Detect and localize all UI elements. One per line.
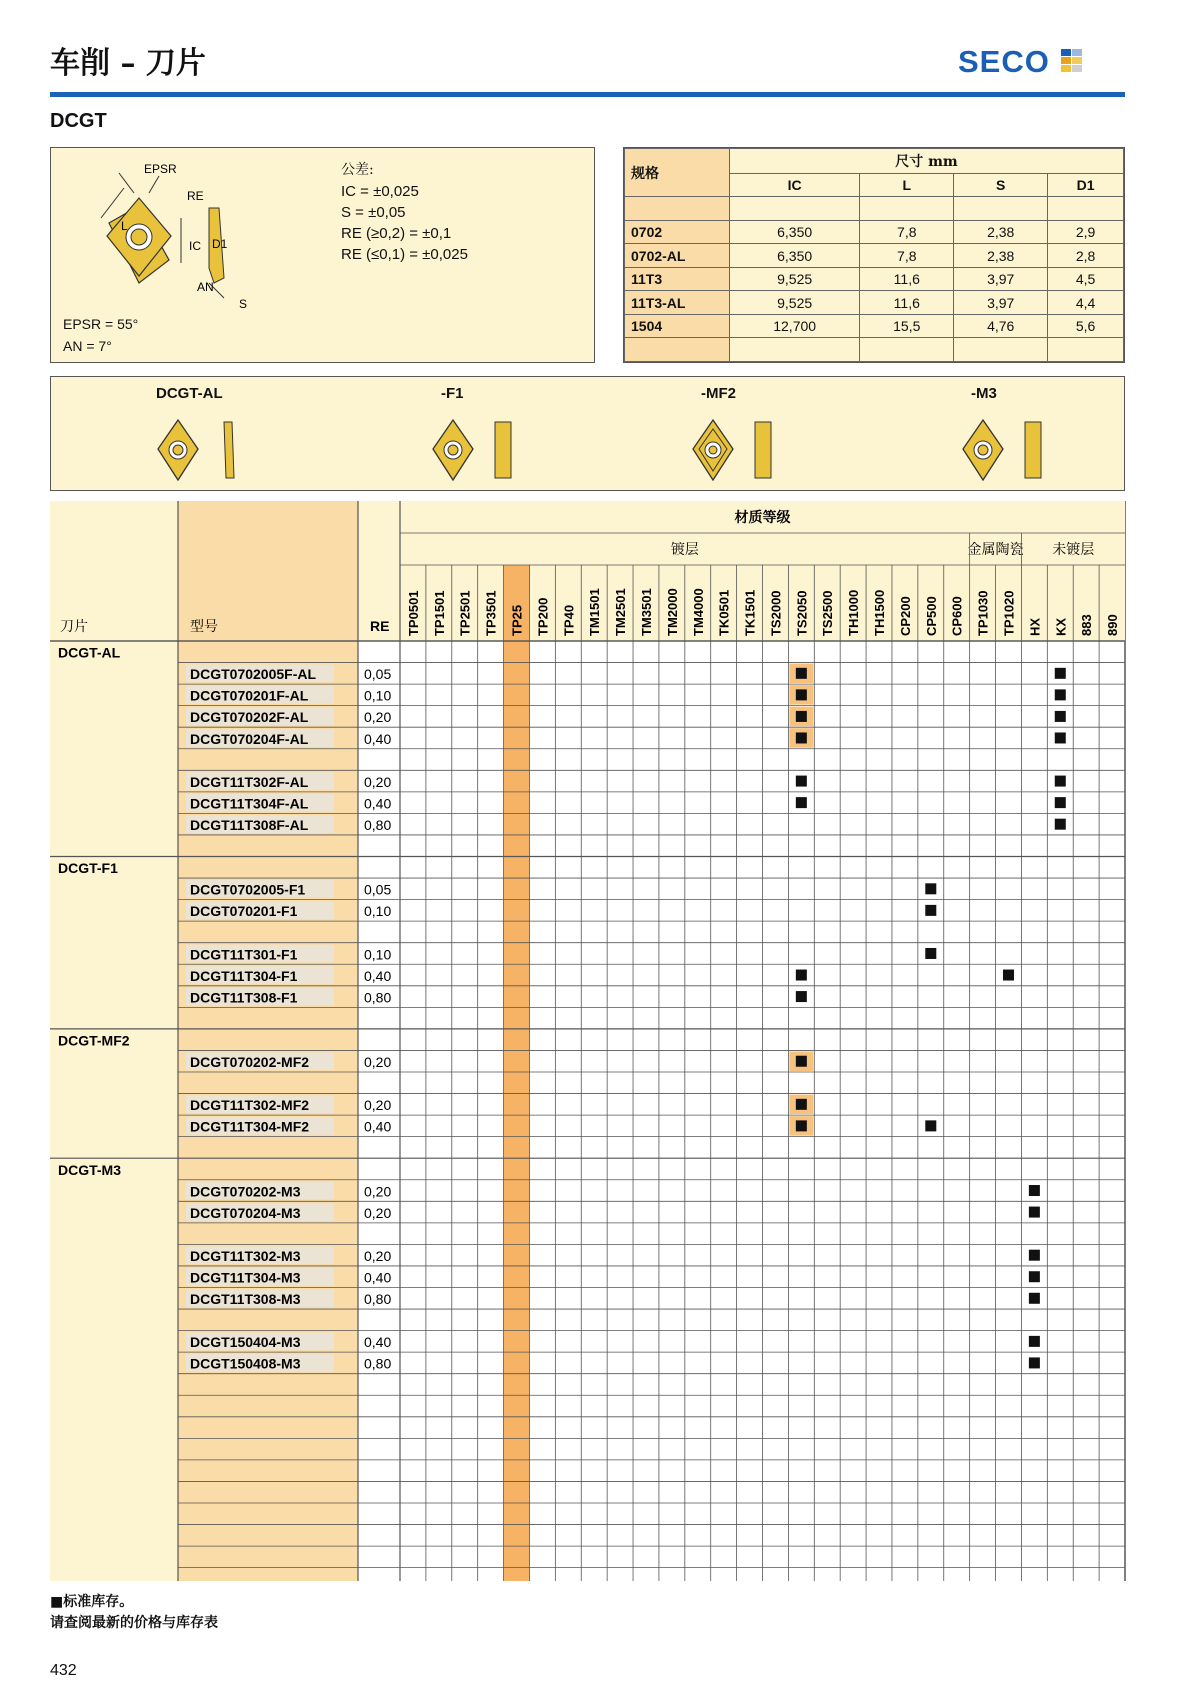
- insert-m3-icon: [941, 412, 1051, 487]
- grade-label-tm3501: TM3501: [638, 588, 654, 636]
- grade-label-tm4000: TM4000: [690, 588, 706, 636]
- stock-mark: [1029, 1185, 1040, 1196]
- re-value: 0,80: [364, 1355, 392, 1372]
- table-row: 1504 12,700 15,5 4,76 5,6: [625, 314, 1124, 338]
- uncoated-group-header: 未镀层: [1052, 541, 1095, 557]
- model-code: DCGT11T308F-AL: [190, 816, 309, 833]
- grade-label-883: 883: [1079, 614, 1095, 636]
- svg-text:EPSR: EPSR: [144, 162, 177, 176]
- re-value: 0,10: [364, 903, 392, 920]
- svg-text:S: S: [239, 297, 248, 311]
- stock-note: 请查阅最新的价格与库存表: [50, 1615, 218, 1631]
- group-label: DCGT-MF2: [58, 1032, 130, 1049]
- grade-label-ts2500: TS2500: [820, 590, 836, 636]
- model-code: DCGT150408-M3: [190, 1355, 301, 1372]
- re-value: 0,20: [364, 1054, 392, 1070]
- dim-col-header: S: [954, 173, 1048, 197]
- re-value: 0,40: [364, 1334, 392, 1351]
- stock-mark: [1029, 1357, 1040, 1368]
- group-label: DCGT-M3: [58, 1161, 121, 1178]
- stock-mark: [796, 668, 807, 679]
- grade-label-ts2000: TS2000: [768, 590, 784, 636]
- coated-group-header: 镀层: [670, 541, 699, 557]
- stock-mark: [1055, 819, 1066, 830]
- stock-mark: [796, 1120, 807, 1131]
- stock-mark: [796, 1056, 807, 1067]
- svg-text:L: L: [121, 219, 128, 233]
- header-rule: [50, 92, 1125, 97]
- re-value: 0,20: [364, 1097, 392, 1114]
- stock-mark: [925, 883, 936, 894]
- grade-label-tk0501: TK0501: [716, 589, 732, 636]
- dimensions-table: [624, 148, 1124, 362]
- tolerance-block: [341, 160, 468, 265]
- re-value: 0,80: [364, 816, 392, 833]
- stock-mark: [796, 991, 807, 1002]
- table-row: 0702-AL 6,350 7,8 2,38 2,8: [625, 244, 1124, 268]
- stock-mark: [1055, 689, 1066, 700]
- re-value: 0,40: [364, 730, 392, 747]
- model-code: DCGT0702005-F1: [190, 881, 306, 898]
- grade-label-th1500: TH1500: [872, 589, 888, 636]
- grade-label-890: 890: [1105, 614, 1121, 636]
- grade-label-tp1020: TP1020: [1001, 590, 1017, 636]
- stock-mark: [1029, 1336, 1040, 1347]
- re-value: 0,40: [364, 1118, 392, 1135]
- grade-label-tp3501: TP3501: [483, 590, 499, 636]
- svg-text:D1: D1: [212, 237, 228, 251]
- grades-table: [50, 501, 1126, 1581]
- page-number: 432: [50, 1662, 77, 1679]
- tolerance-line: IC = ±0,025: [341, 183, 419, 200]
- stock-mark: [796, 732, 807, 743]
- insert-drawing-icon: [59, 158, 259, 318]
- an-value: AN = 7°: [63, 338, 112, 354]
- stock-mark: [1029, 1250, 1040, 1261]
- seco-logo: [958, 44, 1083, 80]
- model-code: DCGT0702005F-AL: [190, 666, 317, 683]
- tolerance-heading: 公差:: [341, 162, 374, 178]
- geometry-strip: [50, 376, 1125, 491]
- geometry-label-mf2: -MF2: [701, 385, 736, 402]
- stock-mark: [1055, 668, 1066, 679]
- geometry-panel: [50, 147, 595, 363]
- grade-label-tm1501: TM1501: [587, 588, 603, 636]
- grade-label-tk1501: TK1501: [742, 589, 758, 636]
- model-header: 型号: [190, 618, 218, 634]
- model-code: DCGT070201F-AL: [190, 687, 309, 704]
- grade-label-tp25: TP25: [509, 604, 525, 636]
- re-value: 0,80: [364, 1291, 392, 1308]
- model-code: DCGT070202F-AL: [190, 709, 309, 726]
- re-value: 0,20: [364, 1183, 392, 1200]
- stock-mark: [796, 797, 807, 808]
- svg-text:AN: AN: [197, 280, 214, 294]
- stock-mark: [796, 1099, 807, 1110]
- tolerance-line: S = ±0,05: [341, 204, 406, 221]
- model-code: DCGT11T301-F1: [190, 946, 298, 963]
- grade-label-tp1501: TP1501: [431, 590, 447, 636]
- stock-mark: [1055, 732, 1066, 743]
- table-row: 11T3 9,525 11,6 3,97 4,5: [625, 267, 1124, 291]
- cermet-group-header: 金属陶瓷: [967, 541, 1024, 557]
- dimension-group-header: 尺寸 mm: [730, 149, 1124, 174]
- size-header: 规格: [625, 149, 730, 197]
- model-code: DCGT150404-M3: [190, 1334, 301, 1351]
- model-code: DCGT070204-M3: [190, 1204, 301, 1221]
- re-value: 0,10: [364, 946, 392, 963]
- grade-label-cp500: CP500: [923, 596, 939, 636]
- grade-label-tm2000: TM2000: [664, 588, 680, 636]
- insert-header: 刀片: [60, 618, 88, 634]
- grade-label-cp200: CP200: [897, 596, 913, 636]
- dim-col-header: IC: [730, 173, 860, 197]
- model-code: DCGT11T302-MF2: [190, 1097, 310, 1114]
- group-label: DCGT-F1: [58, 860, 118, 877]
- stock-mark: [796, 689, 807, 700]
- model-code: DCGT11T308-F1: [190, 989, 298, 1006]
- dim-col-header: L: [860, 173, 954, 197]
- stock-mark: [796, 970, 807, 981]
- model-code: DCGT11T304-MF2: [190, 1118, 310, 1135]
- insert-al-icon: [136, 412, 246, 487]
- dim-col-header: D1: [1048, 173, 1124, 197]
- grade-label-tp200: TP200: [535, 597, 551, 636]
- tolerance-line: RE (≤0,1) = ±0,025: [341, 246, 468, 263]
- grade-label-tp2501: TP2501: [457, 590, 473, 636]
- insert-mf2-icon: [671, 412, 781, 487]
- dimensions-panel: [623, 147, 1125, 363]
- svg-text:IC: IC: [189, 239, 201, 253]
- grade-label-tm2501: TM2501: [613, 588, 629, 636]
- highlight-column: [504, 565, 530, 1581]
- re-value: 0,40: [364, 1269, 392, 1286]
- table-row: 0702 6,350 7,8 2,38 2,9: [625, 220, 1124, 244]
- stock-mark: [1055, 711, 1066, 722]
- stock-mark: [1029, 1293, 1040, 1304]
- model-code: DCGT11T304F-AL: [190, 795, 309, 812]
- re-value: 0,05: [364, 666, 392, 683]
- model-code: DCGT11T304-M3: [190, 1269, 301, 1286]
- grade-label-kx: KX: [1053, 617, 1069, 636]
- logo-mark-icon: [1061, 48, 1083, 74]
- svg-text:RE: RE: [187, 189, 204, 203]
- geometry-label-al: DCGT-AL: [156, 385, 223, 402]
- re-value: 0,20: [364, 709, 392, 726]
- material-grade-header: 材质等级: [734, 509, 791, 525]
- model-code: DCGT070204F-AL: [190, 730, 309, 747]
- model-code: DCGT11T304-F1: [190, 967, 298, 984]
- stock-mark: [1029, 1207, 1040, 1218]
- insert-family-title: DCGT: [50, 110, 107, 132]
- stock-mark: [925, 948, 936, 959]
- re-value: 0,10: [364, 687, 392, 704]
- stock-mark: [796, 711, 807, 722]
- stock-mark: [925, 905, 936, 916]
- epsr-value: EPSR = 55°: [63, 316, 139, 332]
- grade-label-tp1030: TP1030: [975, 590, 991, 636]
- re-header: RE: [370, 618, 390, 634]
- grade-label-ts2050: TS2050: [794, 590, 810, 636]
- stock-mark: [1055, 776, 1066, 787]
- stock-mark: [796, 776, 807, 787]
- re-value: 0,80: [364, 989, 392, 1006]
- tolerance-line: RE (≥0,2) = ±0,1: [341, 225, 452, 242]
- group-label: DCGT-AL: [58, 644, 121, 661]
- stock-mark: [925, 1120, 936, 1131]
- model-code: DCGT070202-M3: [190, 1183, 301, 1200]
- model-code: DCGT070202-MF2: [190, 1054, 310, 1070]
- stock-mark: [1055, 797, 1066, 808]
- table-row: 11T3-AL 9,525 11,6 3,97 4,4: [625, 291, 1124, 315]
- legend-text: ■标准库存。: [50, 1594, 134, 1610]
- grade-label-hx: HX: [1027, 617, 1043, 636]
- re-value: 0,20: [364, 1247, 392, 1264]
- re-value: 0,20: [364, 1204, 392, 1221]
- stock-mark: [1029, 1271, 1040, 1282]
- model-code: DCGT11T302F-AL: [190, 773, 309, 790]
- re-value: 0,20: [364, 773, 392, 790]
- model-code: DCGT11T308-M3: [190, 1291, 301, 1308]
- model-code: DCGT11T302-M3: [190, 1247, 301, 1264]
- re-value: 0,40: [364, 795, 392, 812]
- model-column-bg: [178, 501, 358, 1581]
- grade-label-th1000: TH1000: [846, 589, 862, 636]
- grade-label-cp600: CP600: [949, 596, 965, 636]
- page-title: 车削 – 刀片: [50, 46, 206, 81]
- re-value: 0,05: [364, 881, 392, 898]
- logo-text: SECO: [958, 44, 1050, 79]
- grade-label-tp0501: TP0501: [405, 590, 421, 636]
- model-code: DCGT070201-F1: [190, 903, 298, 920]
- geometry-label-f1: -F1: [441, 385, 464, 402]
- re-value: 0,40: [364, 967, 392, 984]
- insert-f1-icon: [411, 412, 521, 487]
- stock-mark: [1003, 970, 1014, 981]
- grade-label-tp40: TP40: [561, 604, 577, 636]
- geometry-label-m3: -M3: [971, 385, 997, 402]
